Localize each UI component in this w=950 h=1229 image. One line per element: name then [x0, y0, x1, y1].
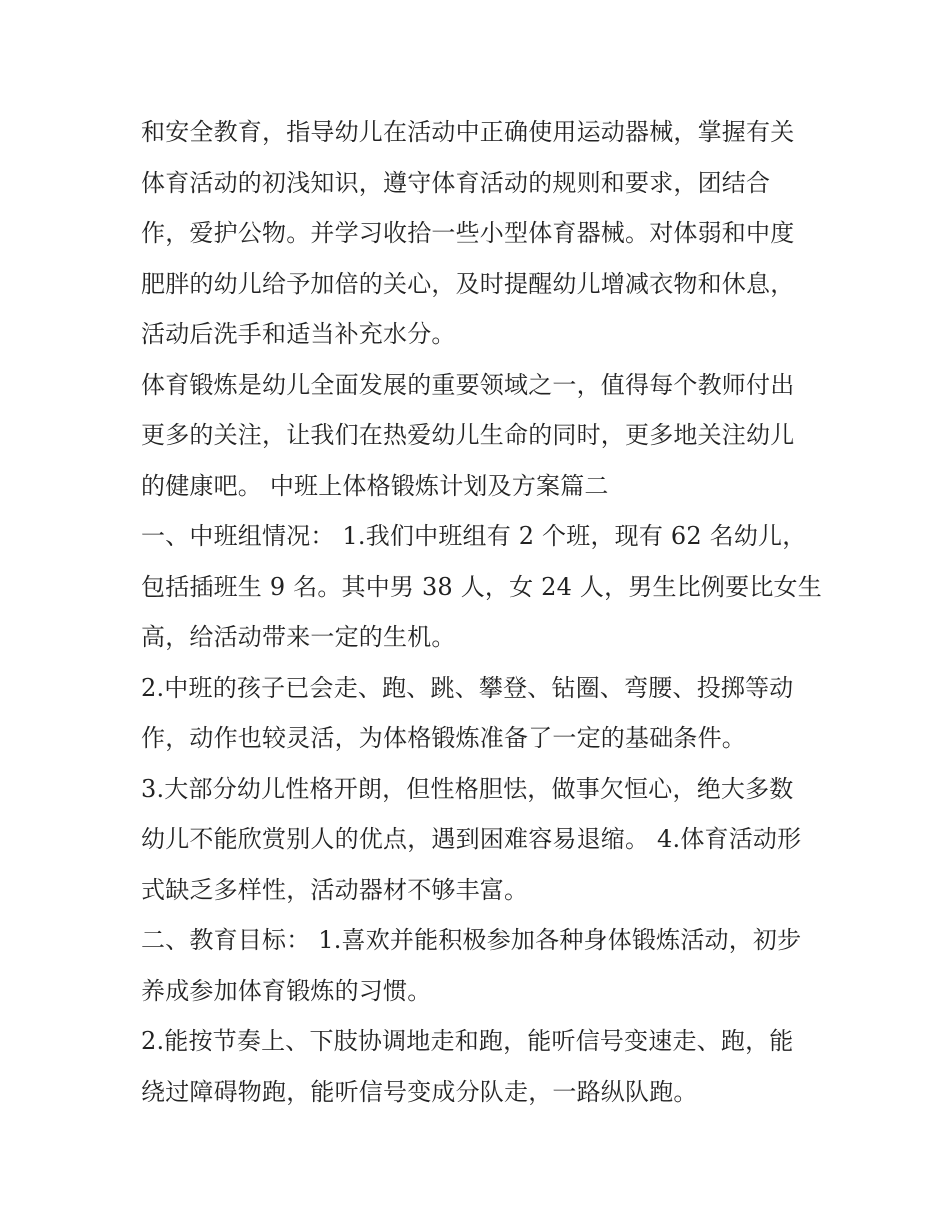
- text-line: 活动后洗手和适当补充水分。: [141, 320, 456, 348]
- text-line: 更多的关注，让我们在热爱幼儿生命的同时，更多地关注幼儿: [141, 421, 795, 449]
- document-body: [141, 107, 821, 1117]
- text-line: 体育锻炼是幼儿全面发展的重要领域之一，值得每个教师付出: [141, 370, 795, 399]
- text-line: 肥胖的幼儿给予加倍的关心，及时提醒幼儿增减衣物和休息，: [141, 269, 795, 298]
- text-line: 的健康吧。 中班上体格锻炼计划及方案篇二: [141, 471, 609, 500]
- text-line: 幼儿不能欣赏别人的优点，遇到困难容易退缩。 4.体育活动形: [141, 825, 802, 853]
- paragraph-goal-2: [141, 1016, 821, 1117]
- text-line: 2.中班的孩子已会走、跑、跳、攀登、钻圈、弯腰、投掷等动: [141, 673, 794, 702]
- text-line: 一、中班组情况： 1.我们中班组有 2 个班，现有 62 名幼儿，: [141, 522, 807, 550]
- text-line: 作，动作也较灵活，为体格锻炼准备了一定的基础条件。: [141, 724, 746, 752]
- text-line: 二、教育目标： 1.喜欢并能积极参加各种身体锻炼活动，初步: [141, 926, 802, 954]
- text-line: 包括插班生 9 名。其中男 38 人，女 24 人，男生比例要比女生: [141, 572, 822, 601]
- paragraph-class-situation: [141, 511, 821, 663]
- paragraph-item-2: [141, 663, 821, 764]
- text-line: 高，给活动带来一定的生机。: [141, 623, 456, 651]
- text-line: 2.能按节奏上、下肢协调地走和跑，能听信号变速走、跑，能: [141, 1027, 794, 1055]
- paragraph-importance-of-exercise: [141, 360, 821, 512]
- text-line: 体育活动的初浅知识，遵守体育活动的规则和要求，团结合: [141, 168, 771, 197]
- text-line: 养成参加体育锻炼的习惯。: [141, 976, 432, 1005]
- text-line: 式缺乏多样性，活动器材不够丰富。: [141, 875, 529, 904]
- paragraph-safety-education: [141, 107, 821, 360]
- text-line: 作，爱护公物。并学习收拾一些小型体育器械。对体弱和中度: [141, 219, 795, 247]
- text-line: 绕过障碍物跑，能听信号变成分队走，一路纵队跑。: [141, 1077, 698, 1106]
- paragraph-education-goals: [141, 915, 821, 1016]
- text-line: 和安全教育，指导幼儿在活动中正确使用运动器械，掌握有关: [141, 118, 795, 146]
- text-line: 3.大部分幼儿性格开朗，但性格胆怯，做事欠恒心，绝大多数: [141, 774, 794, 803]
- paragraph-item-3-4: [141, 764, 821, 916]
